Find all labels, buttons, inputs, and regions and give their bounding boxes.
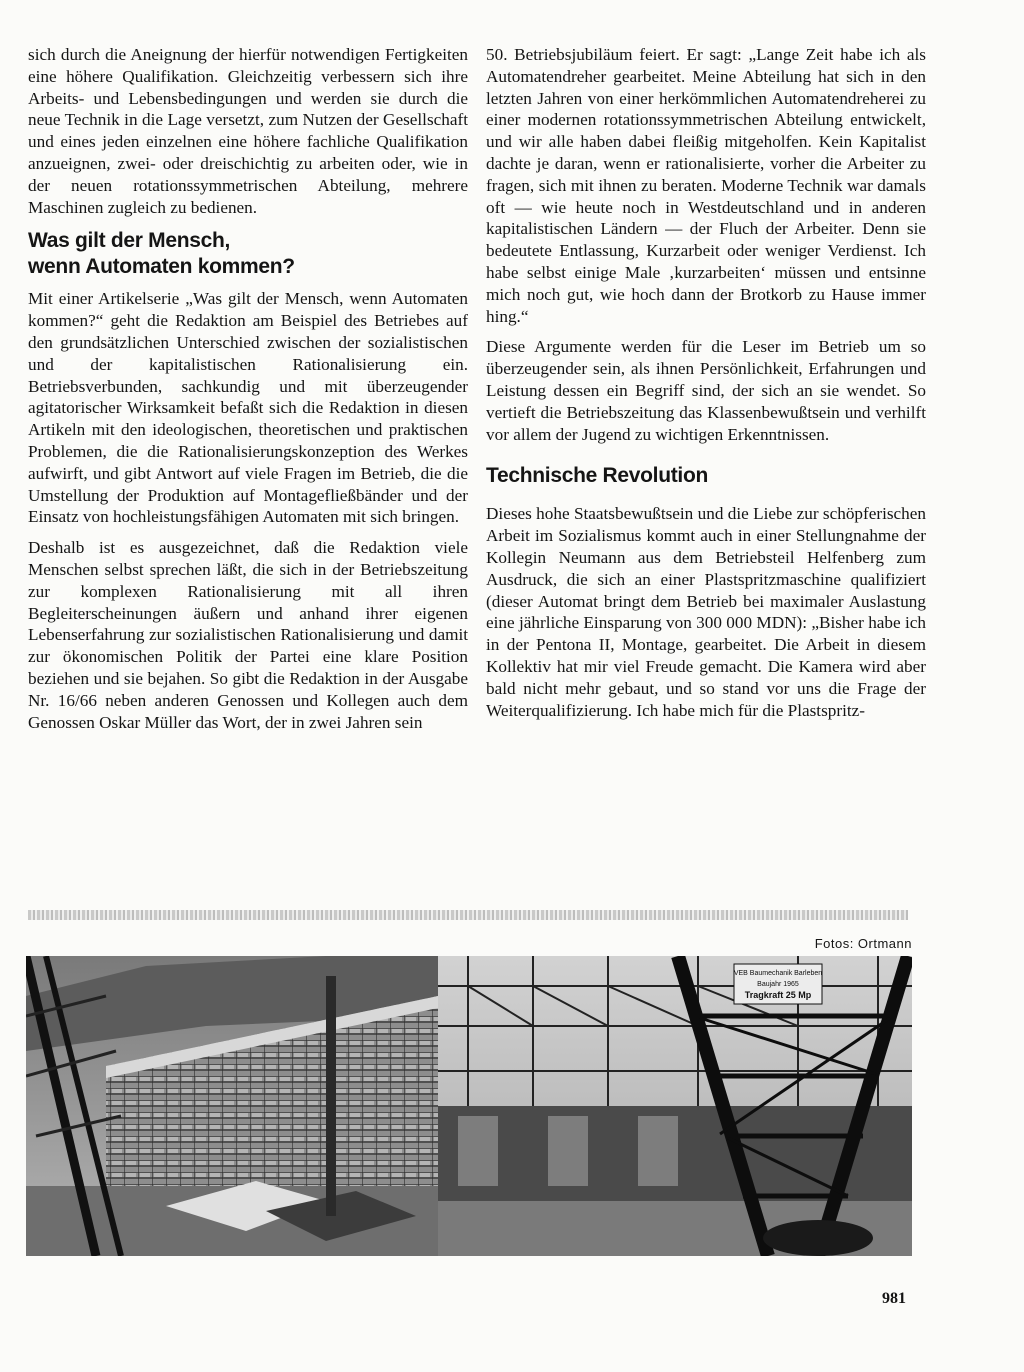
right-paragraph-2: Diese Argumente werden für die Leser im Betrieb um so überzeugender sein, als ihnen Persönlichkeit, Erfahrungen und Leistung dessen ein Begriff sind, der sich an sie wendet. So vertieft die Betriebszeitung das Klassenbewußtsein und verhilft vor allem der Jugend zu wichtigen Erkenntnissen. (486, 337, 926, 444)
left-column (28, 44, 468, 733)
section-heading-mensch-line1: Was gilt der Mensch, (28, 229, 231, 253)
photo-credit: Fotos: Ortmann (814, 936, 912, 951)
construction-photo-scaffolding (26, 956, 438, 1256)
left-paragraph-2: Mit einer Artikelserie „Was gilt der Mensch, wenn Automaten kommen?“ geht die Redaktion am Beispiel des Betriebes auf den grundsätzlichen Unterschied zwischen der sozialistischen und der kapitalistischen Rationalisierung ein. Betriebsverbunden, sachkundig und mit überzeugender agitatorischer Wirksamkeit befaßt sich die Redaktion in diesen Artikeln mit den ideologischen, theoretischen und praktischen Problemen, die die Rationalisierungskonzeption des Werkes aufwirft, und gibt Antwort auf viele Fragen im Betrieb, die die Umstellung der Produktion auf Montagefließbänder und der Einsatz von hochleistungsfähigen Automaten mit sich bringen. (28, 289, 468, 527)
section-heading-mensch-line2: wenn Automaten kommen? (28, 255, 295, 279)
crane-sign-line2: Baujahr 1965 (757, 981, 799, 988)
photo-strip (26, 956, 912, 1256)
right-paragraph-3: Dieses hohe Staatsbewußtsein und die Liebe zur schöpferischen Arbeit im Sozialismus kommt auch in einer Stellungnahme der Kollegin Neumann aus dem Betriebsteil Helfenberg zum Ausdruck, die sich an einer Plastspritzmaschine qualifiziert (dieser Automat bringt dem Betrieb bei maximaler Auslastung eine jährliche Einsparung von 300 000 MDN): „Bisher habe ich in der Pentona II, Montage, gearbeitet. Die Arbeit in diesem Kollektiv hat mir viel Freude gemacht. Die Kamera wird aber bald nicht mehr gebaut, und so stand vor uns die Frage der Weiterqualifizierung. Ich habe mich für die Plastspritz- (486, 504, 926, 720)
right-paragraph-1: 50. Betriebsjubiläum feiert. Er sagt: „Lange Zeit habe ich als Automatendreher gearbeitet. Meine Abteilung hat sich in den letzten Jahren von einer herkömmlichen Automatendreherei zu einer modernen rotationssymmetrischen Abteilung entwickelt, und wir alle haben dabei fleißig mitgeholfen. Kein Kapitalist dachte je daran, wenn er rationalisierte, vorher die Arbeiter zu fragen, sich mit ihnen zu beraten. Moderne Technik war damals oft — wie heute noch in Westdeutschland und in anderen kapitalistischen Ländern — der Fluch der Arbeiter. Denn sie bedeutete Entlassung, Kurzarbeit oder weniger Verdienst. Ich habe selbst einige Male ‚kurzarbeiten‘ müssen und entsinne mich noch gut, wie hoch dann der Brotkorb zu Hause immer hing.“ (486, 45, 926, 326)
section-heading-revolution: Technische Revolution (486, 464, 709, 488)
crane-sign-line1: VEB Baumechanik Barleben (733, 970, 823, 977)
left-paragraph-3: Deshalb ist es ausgezeichnet, daß die Redaktion viele Menschen selbst sprechen läßt, die sich in der Betriebszeitung zur komplexen Rationalisierung mit all ihren Begleiterscheinungen äußern und anhand ihrer eigenen Lebenserfahrung zur sozialistischen Rationalisierung und damit zur ökonomischen Politik der Partei eine klare Position beziehen und sie bejahen. So gibt die Redaktion in der Ausgabe Nr. 16/66 neben anderen Genossen und Kollegen auch dem Genossen Oskar Müller das Wort, der in zwei Jahren sein (28, 538, 468, 732)
left-paragraph-1: sich durch die Aneignung der hierfür notwendigen Fertigkeiten eine höhere Qualifikation. Gleichzeitig verbessern sich ihre Arbeits- und Lebensbedingungen und werden sie durch die neue Technik in die Lage versetzt, zum Nutzen der Gesellschaft und eines jeden einzelnen eine höhere fachliche Qualifikation anzueignen, zwei- oder dreischichtig zu arbeiten oder, wie in der neuen rotationssymmetrischen Abteilung, mehrere Maschinen zugleich zu bedienen. (28, 45, 468, 217)
right-column (486, 44, 926, 721)
halftone-divider (28, 910, 908, 920)
crane-sign-line3: Tragkraft 25 Mp (744, 990, 812, 1000)
construction-photo-steel-frame (438, 956, 912, 1256)
page-number: 981 (882, 1290, 906, 1307)
section-heading-mensch (28, 228, 468, 280)
